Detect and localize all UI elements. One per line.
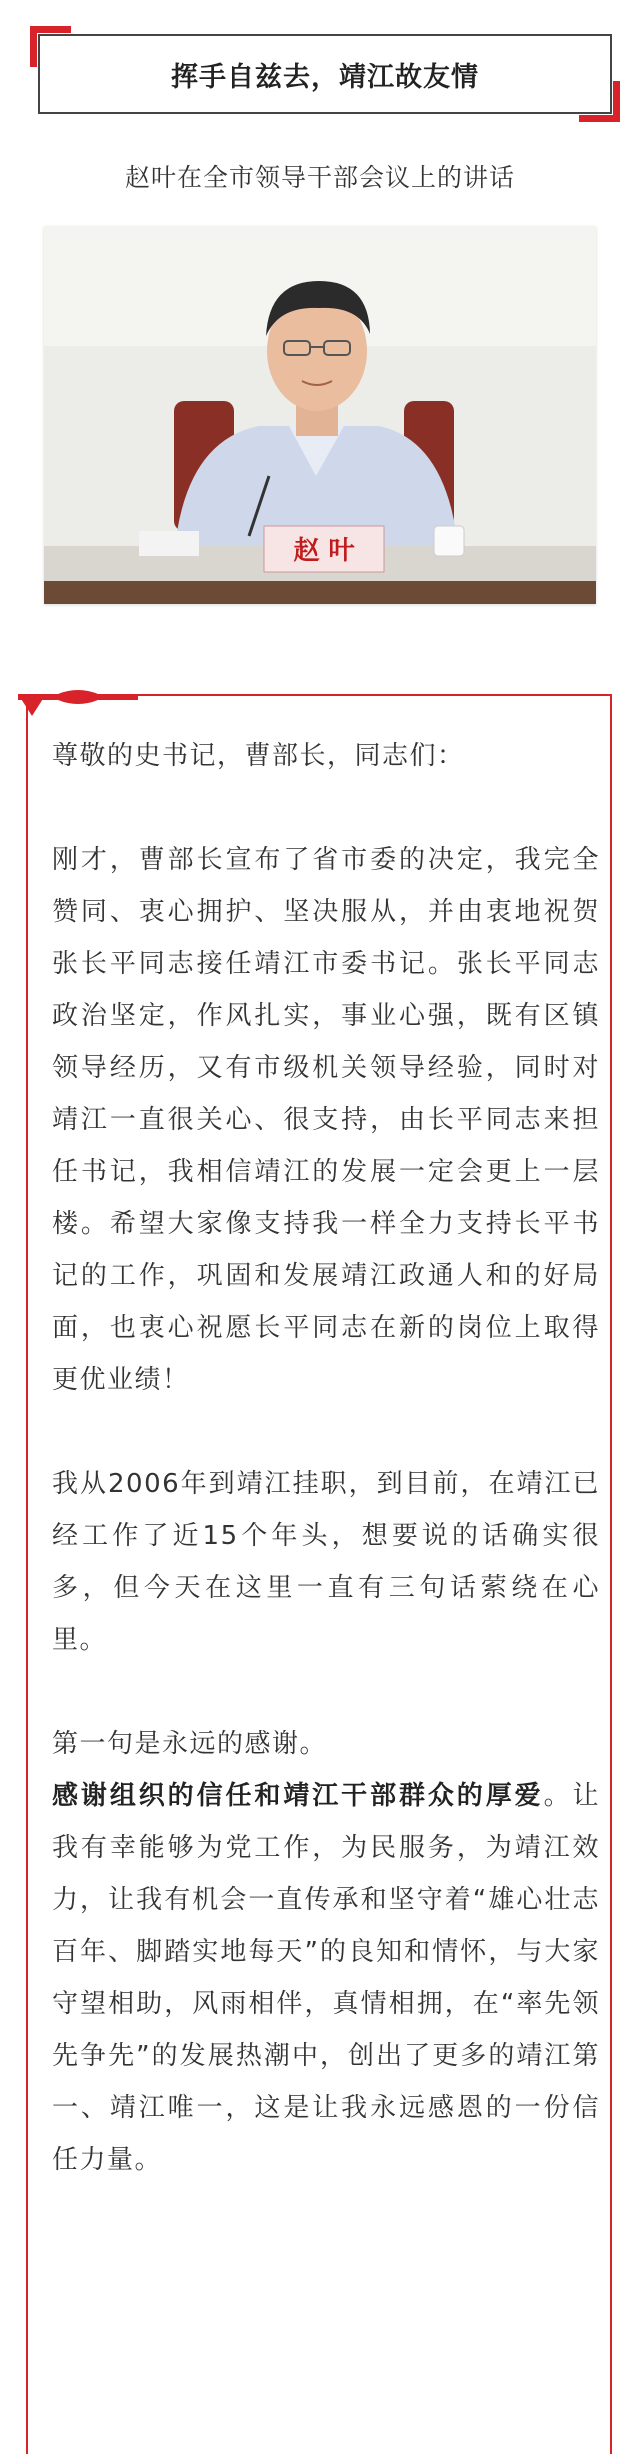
article-content: [52, 730, 600, 2186]
nameplate-text: 赵 叶: [293, 536, 355, 566]
title-frame: [30, 26, 620, 122]
paragraph-3-text: 。让我有幸能够为党工作，为民服务，为靖江效力，让我有机会一直传承和坚守着“雄心壮志百年、脚踏实地每天”的良知和情怀，与大家守望相助，风雨相伴，真情相拥，在“率先领先争先”的发展热潮中，创出了更多的靖江第一、靖江唯一，这是让我永远感恩的一份信任力量。: [52, 1781, 600, 2175]
paragraph-2: 我从2006年到靖江挂职，到目前，在靖江已经工作了近15个年头，想要说的话确实很多，但今天在这里一直有三句话萦绕在心里。: [52, 1469, 600, 1655]
page-title: 挥手自兹去，靖江故友情: [171, 61, 479, 93]
page-subtitle: 赵叶在全市领导干部会议上的讲话: [124, 163, 515, 192]
paragraph-3-emphasis: 感谢组织的信任和靖江干部群众的厚爱: [52, 1781, 544, 1811]
greeting: 尊敬的史书记，曹部长，同志们：: [52, 741, 465, 771]
title-box: [38, 34, 612, 114]
paragraph-3: [52, 1770, 600, 2186]
paragraph-1: 刚才，曹部长宣布了省市委的决定，我完全赞同、衷心拥护、坚决服从，并由衷地祝贺张长平同志接任靖江市委书记。张长平同志政治坚定，作风扎实，事业心强，既有区镇领导经历，又有市级机关领导经验，同时对靖江一直很关心、很支持，由长平同志来担任书记，我相信靖江的发展一定会更上一层楼。希望大家像支持我一样全力支持长平书记的工作，巩固和发展靖江政通人和的好局面，也衷心祝愿长平同志在新的岗位上取得更优业绩！: [52, 845, 600, 1395]
speaker-photo: [44, 226, 596, 604]
section-heading: 第一句是永远的感谢。: [52, 1729, 328, 1759]
